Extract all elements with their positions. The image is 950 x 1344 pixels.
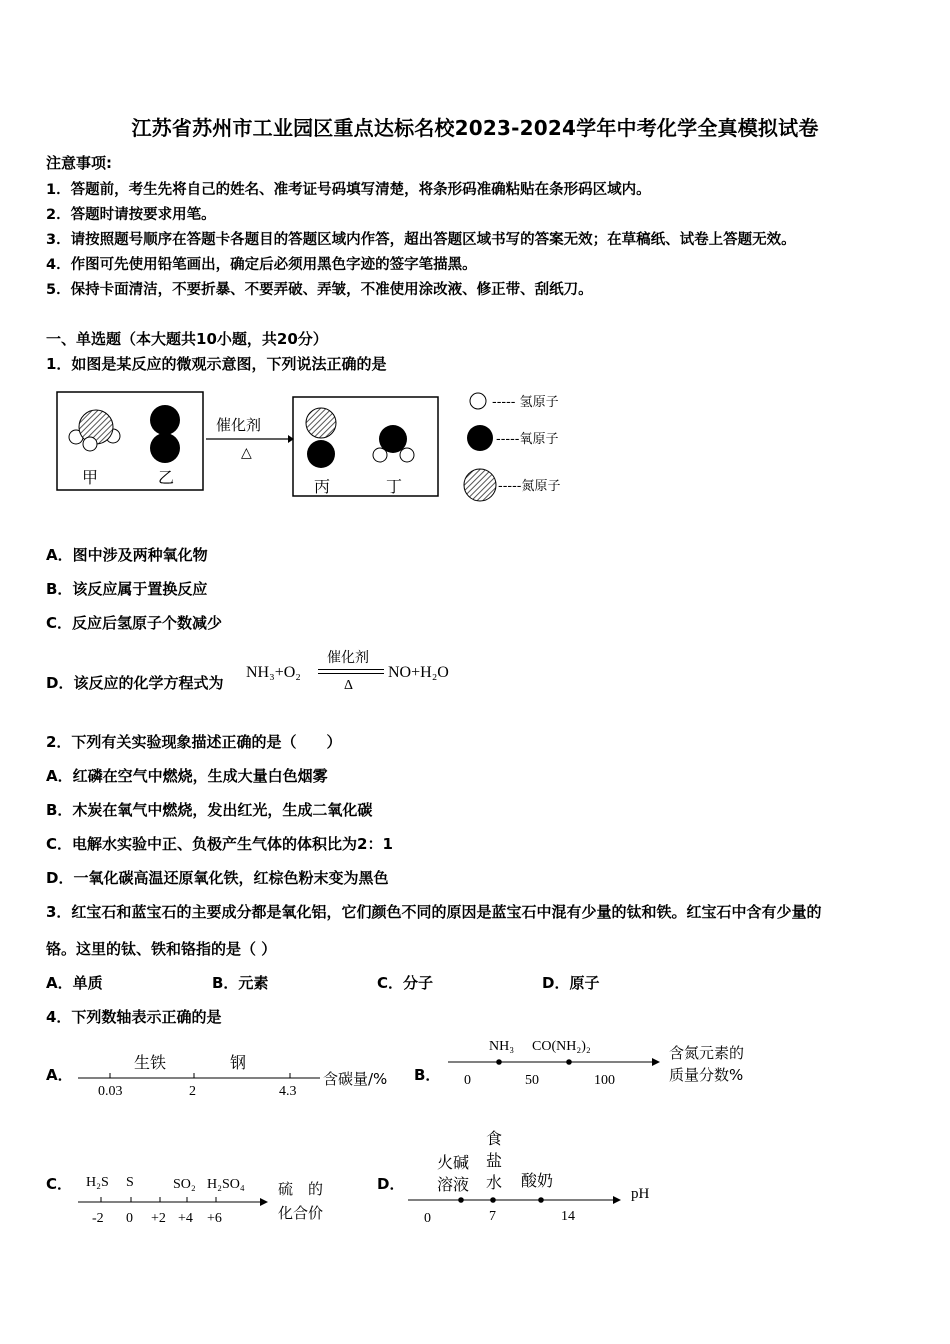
eq-left: NH₃+O₂: [246, 664, 301, 681]
eq-catalyst: 催化剂: [327, 651, 369, 666]
nc-tick-4: +4: [178, 1211, 193, 1226]
nb-tick-1: 0: [464, 1073, 471, 1088]
nc-tick-2: 0: [126, 1211, 133, 1226]
legend-o-icon: [467, 425, 493, 451]
q4-option-d[interactable]: D．: [377, 1175, 405, 1193]
section-heading: 一、单选题（本大题共10小题，共20分）: [46, 330, 328, 348]
q2-option-d[interactable]: D．一氧化碳高温还原氧化铁，红棕色粉末变为黑色: [46, 869, 389, 887]
nd-label-1a: 火碱: [437, 1153, 470, 1172]
q3-option-b[interactable]: B．元素: [212, 974, 269, 992]
legend-n: -----氮原子: [498, 479, 561, 494]
nd-label-2b: 盐: [486, 1151, 503, 1170]
nd-unit: pH: [631, 1186, 650, 1202]
nd-label-2a: 食: [486, 1129, 503, 1148]
arrow-heat: △: [241, 445, 252, 461]
q1-stem: 1．如图是某反应的微观示意图，下列说法正确的是: [46, 355, 387, 373]
notice-item-1: 1．答题前，考生先将自己的姓名、准考证号码填写清楚，将条形码准确粘贴在条形码区域内。: [46, 182, 651, 198]
number-line-d: [400, 1124, 680, 1230]
nb-tick-2: 50: [525, 1073, 539, 1088]
q4-stem: 4．下列数轴表示正确的是: [46, 1008, 222, 1026]
legend-h-icon: [470, 393, 486, 409]
number-line-a: [70, 1046, 410, 1106]
q2-option-a[interactable]: A．红磷在空气中燃烧，生成大量白色烟雾: [46, 767, 328, 785]
number-line-c: [70, 1168, 360, 1230]
nd-label-1b: 溶液: [437, 1175, 470, 1194]
label-yi: 乙: [158, 468, 175, 487]
q3-stem-line1: 3．红宝石和蓝宝石的主要成分都是氧化铝，它们颜色不同的原因是蓝宝石中混有少量的钛和铁。红宝石中含有少量的: [46, 903, 822, 921]
notice-heading: 注意事项:: [46, 154, 112, 172]
q2-option-b[interactable]: B．木炭在氧气中燃烧，发出红光，生成二氧化碳: [46, 801, 373, 819]
nc-unit-1: 硫 的: [278, 1180, 324, 1198]
h-atom: [83, 437, 97, 451]
nd-tick-2: 7: [489, 1209, 496, 1224]
q1-option-b[interactable]: B．该反应属于置换反应: [46, 580, 208, 598]
nb-unit-2: 质量分数%: [669, 1066, 744, 1084]
notice-item-2: 2．答题时请按要求用笔。: [46, 207, 216, 223]
page-title: 江苏省苏州市工业园区重点达标名校2023-2024学年中考化学全真模拟试卷: [131, 116, 819, 140]
nb-label-2: CO(NH₂)₂: [532, 1039, 591, 1054]
q1-option-a[interactable]: A．图中涉及两种氧化物: [46, 546, 208, 564]
n-atom: [306, 408, 336, 438]
nc-unit-2: 化合价: [278, 1204, 324, 1222]
nc-tick-3: +2: [151, 1211, 166, 1226]
q1-option-c[interactable]: C．反应后氢原子个数减少: [46, 614, 223, 632]
label-bing: 丙: [314, 477, 331, 496]
nd-label-2c: 水: [486, 1173, 503, 1192]
label-jia: 甲: [82, 468, 99, 487]
number-line-b: [440, 1032, 770, 1092]
o-atom: [150, 405, 180, 435]
q3-option-d[interactable]: D．原子: [542, 974, 600, 992]
na-tick-1: 0.03: [98, 1084, 123, 1099]
notice-item-4: 4．作图可先使用铅笔画出，确定后必须用黑色字迹的签字笔描黑。: [46, 257, 477, 273]
o-atom: [307, 440, 335, 468]
arrow-catalyst: 催化剂: [216, 416, 262, 434]
nb-unit-1: 含氮元素的: [669, 1044, 745, 1062]
q3-stem-line2: 铬。这里的钛、铁和铬指的是（ ）: [46, 940, 277, 958]
label-ding: 丁: [386, 477, 403, 496]
legend-n-icon: [464, 469, 496, 501]
legend-h: ----- 氢原子: [492, 395, 559, 410]
na-label-2: 钢: [230, 1053, 247, 1072]
eq-right: NO+H₂O: [388, 664, 449, 681]
na-tick-2: 2: [189, 1084, 196, 1099]
q4-option-c[interactable]: C．: [46, 1175, 73, 1193]
notice-item-5: 5．保持卡面清洁，不要折暴、不要弄破、弄皱，不准使用涂改液、修正带、刮纸刀。: [46, 282, 593, 298]
nb-tick-3: 100: [594, 1073, 615, 1088]
na-label-1: 生铁: [134, 1053, 167, 1072]
eq-line-top: [318, 669, 384, 670]
reaction-diagram: [50, 384, 580, 510]
h-atom: [373, 448, 387, 462]
nc-label-2: S: [126, 1175, 134, 1190]
nc-label-3: SO₂: [173, 1177, 196, 1192]
eq-heat: Δ: [344, 678, 354, 693]
nc-tick-5: +6: [207, 1211, 222, 1226]
notice-item-3: 3．请按照题号顺序在答题卡各题目的答题区域内作答，超出答题区域书写的答案无效；在草稿纸、试卷上答题无效。: [46, 232, 796, 248]
nb-label-1: NH₃: [489, 1039, 515, 1054]
na-tick-3: 4.3: [279, 1084, 297, 1099]
nc-tick-1: -2: [92, 1211, 104, 1226]
na-unit: 含碳量/%: [323, 1070, 388, 1088]
q2-stem: 2．下列有关实验现象描述正确的是（ ）: [46, 733, 342, 751]
h-atom: [400, 448, 414, 462]
nc-label-1: H₂S: [86, 1175, 109, 1190]
nd-label-3: 酸奶: [521, 1171, 554, 1190]
legend-o: -----氧原子: [496, 432, 559, 447]
nd-tick-3: 14: [561, 1209, 575, 1224]
q1-option-d[interactable]: D．该反应的化学方程式为: [46, 674, 224, 692]
q4-option-a[interactable]: A．: [46, 1066, 73, 1084]
q3-option-c[interactable]: C．分子: [377, 974, 434, 992]
q3-option-a[interactable]: A．单质: [46, 974, 103, 992]
nd-tick-1: 0: [424, 1211, 431, 1226]
eq-line-bottom: [318, 673, 384, 674]
q4-option-b[interactable]: B．: [414, 1066, 441, 1084]
nc-label-4: H₂SO₄: [207, 1177, 245, 1192]
q2-option-c[interactable]: C．电解水实验中正、负极产生气体的体积比为2：1: [46, 835, 393, 853]
o-atom: [150, 433, 180, 463]
n-atom: [79, 410, 113, 444]
